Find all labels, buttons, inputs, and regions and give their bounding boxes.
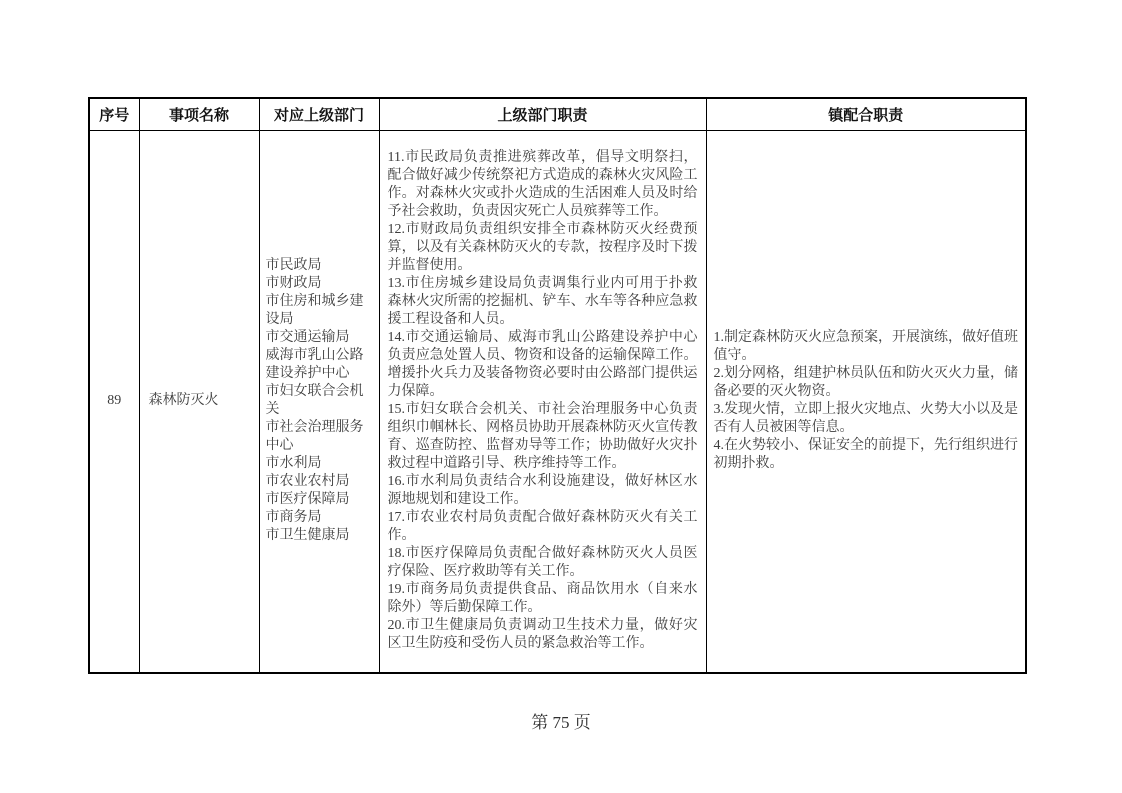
superior-duty-item: 14.市交通运输局、威海市乳山公路建设养护中心负责应急处置人员、物资和设备的运输保障工作。增援扑火兵力及装备物资必要时由公路部门提供运力保障。 (387, 330, 698, 400)
superior-duty-item: 11.市民政局负责推进殡葬改革，倡导文明祭扫，配合做好减少传统祭祀方式造成的森林火灾风险工作。对森林火灾或扑火造成的生活困难人员及时给予社会救助，负责因灾死亡人员殡葬等工作。 (387, 150, 698, 220)
department-item: 市社会治理服务中心 (265, 420, 364, 454)
col-header-item-name: 事项名称 (139, 98, 259, 130)
superior-duty-item: 12.市财政局负责组织安排全市森林防灭火经费预算，以及有关森林防灭火的专款，按程序及时下拨并监督使用。 (387, 222, 698, 274)
department-item: 市商务局 (265, 510, 322, 526)
responsibility-table (88, 97, 1027, 674)
department-item: 威海市乳山公路建设养护中心 (265, 348, 364, 382)
town-duty-item: 4.在火势较小、保证安全的前提下，先行组织进行初期扑救。 (713, 438, 1018, 472)
town-duty-item: 1.制定森林防灭火应急预案，开展演练，做好值班值守。 (713, 330, 1018, 364)
col-header-superior-duties: 上级部门职责 (379, 98, 706, 130)
col-header-serial-number: 序号 (89, 98, 139, 130)
department-item: 市妇女联合会机关 (265, 384, 364, 418)
superior-duty-item: 15.市妇女联合会机关、市社会治理服务中心负责组织巾帼林长、网格员协助开展森林防灭火宣传教育、巡查防控、监督劝导等工作；协助做好火灾扑救过程中道路引导、秩序维持等工作。 (387, 402, 698, 472)
department-item: 市医疗保障局 (265, 492, 350, 508)
serial-number-cell: 89 (89, 130, 139, 673)
superior-duty-item: 13.市住房城乡建设局负责调集行业内可用于扑救森林火灾所需的挖掘机、铲车、水车等各种应急救援工程设备和人员。 (387, 276, 698, 328)
town-duty-item: 3.发现火情，立即上报火灾地点、火势大小以及是否有人员被困等信息。 (713, 402, 1018, 436)
superior-duties-cell (379, 130, 706, 673)
town-duty-item: 2.划分网格，组建护林员队伍和防火灭火力量，储备必要的灭火物资。 (713, 366, 1018, 400)
department-item: 市交通运输局 (265, 330, 350, 346)
superior-duty-item: 19.市商务局负责提供食品、商品饮用水（自来水除外）等后勤保障工作。 (387, 582, 698, 616)
department-item: 市卫生健康局 (265, 528, 350, 544)
superior-duty-item: 17.市农业农村局负责配合做好森林防灭火有关工作。 (387, 510, 698, 544)
department-item: 市财政局 (265, 276, 322, 292)
table-header-row (89, 98, 1026, 130)
item-name-cell: 森林防灭火 (139, 130, 259, 673)
department-item: 市民政局 (265, 258, 322, 274)
departments-cell (259, 130, 379, 673)
col-header-town-duties: 镇配合职责 (706, 98, 1026, 130)
town-duties-cell (706, 130, 1026, 673)
superior-duty-item: 16.市水利局负责结合水利设施建设，做好林区水源地规划和建设工作。 (387, 474, 698, 508)
superior-duty-item: 18.市医疗保障局负责配合做好森林防灭火人员医疗保险、医疗救助等有关工作。 (387, 546, 698, 580)
department-item: 市住房和城乡建设局 (265, 294, 364, 328)
department-item: 市农业农村局 (265, 474, 350, 490)
department-item: 市水利局 (265, 456, 322, 472)
superior-duty-item: 20.市卫生健康局负责调动卫生技术力量，做好灾区卫生防疫和受伤人员的紧急救治等工作。 (387, 618, 698, 652)
col-header-superior-department: 对应上级部门 (259, 98, 379, 130)
table-row (89, 130, 1026, 673)
page-number: 第 75 页 (531, 713, 591, 732)
